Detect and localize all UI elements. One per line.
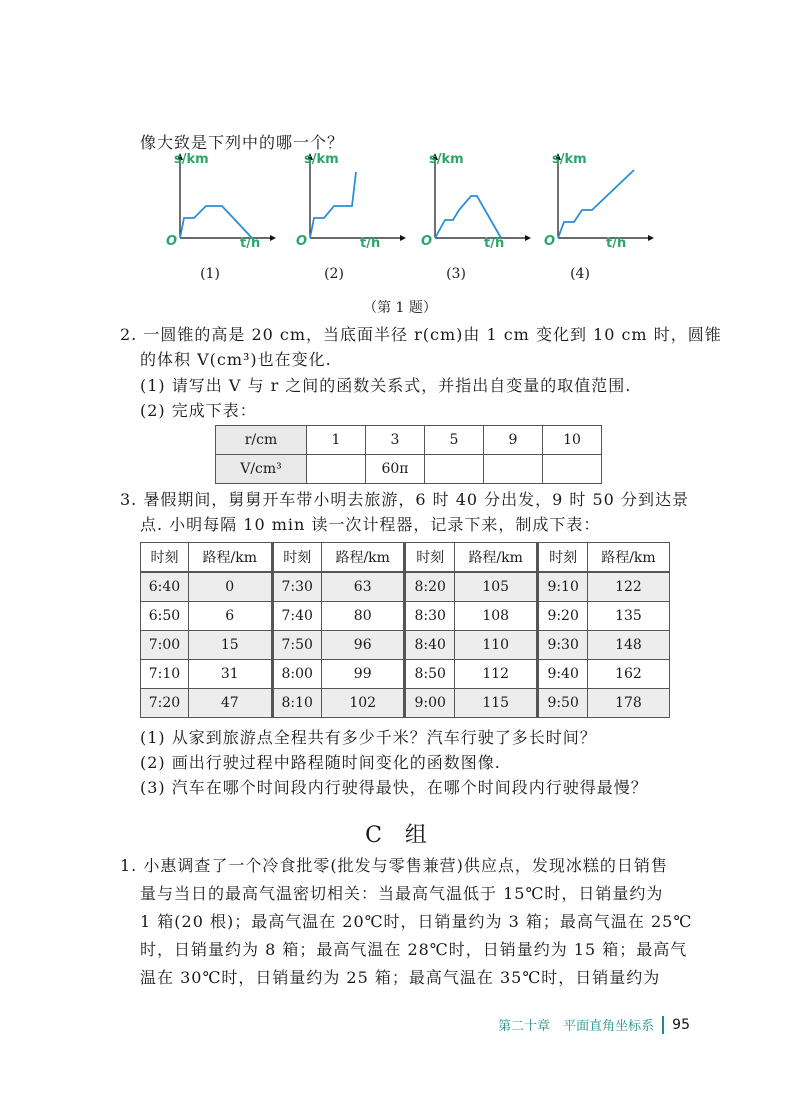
q3-table-cell: 7:10 — [141, 660, 189, 689]
q3-table-cell: 0 — [188, 572, 272, 602]
q3-table-cell: 148 — [587, 631, 669, 660]
graph-2-x-label: t/h — [360, 236, 381, 251]
q3-table-cell: 9:30 — [538, 631, 587, 660]
q3-header-cell: 路程/km — [321, 543, 405, 573]
c1-line-1: 1. 小惠调查了一个冷食批零(批发与零售兼营)供应点，发现冰糕的日销售 — [120, 856, 668, 875]
chapter-title: 第二十章 平面直角坐标系 — [498, 1019, 655, 1034]
q2-table-cell: 60π — [366, 455, 425, 484]
q3-table-header-row — [141, 543, 670, 573]
q3-table-cell: 115 — [454, 689, 538, 718]
graph-1-origin: O — [166, 234, 178, 249]
q3-table-row — [141, 572, 670, 602]
q3-table-cell: 6:50 — [141, 602, 189, 631]
q3-table-cell: 8:10 — [272, 689, 321, 718]
q3-table-cell: 7:20 — [141, 689, 189, 718]
c1-line-4: 时，日销量约为 8 箱；最高气温在 28℃时，日销量约为 15 箱；最高气 — [140, 940, 688, 959]
q3-header-cell: 路程/km — [587, 543, 669, 573]
q3-table-cell: 7:30 — [272, 572, 321, 602]
q2-line-2: 的体积 V(cm³)也在变化. — [140, 350, 332, 369]
graph-4-label: (4) — [570, 266, 590, 282]
q2-sub-1: (1) 请写出 V 与 r 之间的函数关系式，并指出自变量的取值范围. — [140, 376, 632, 395]
intro-line: 像大致是下列中的哪一个？ — [140, 133, 345, 152]
q2-table-cell: 3 — [366, 426, 425, 455]
q3-table-cell: 178 — [587, 689, 669, 718]
q3-header-cell: 路程/km — [188, 543, 272, 573]
graph-options — [140, 150, 660, 270]
graph-1-x-label: t/h — [240, 236, 261, 251]
graph-2-y-label: s/km — [304, 152, 339, 167]
graph-4-origin: O — [544, 234, 556, 249]
q3-table-cell: 112 — [454, 660, 538, 689]
page-number: 95 — [672, 1016, 690, 1033]
graph-3-y-label: s/km — [429, 152, 464, 167]
q3-table-cell: 122 — [587, 572, 669, 602]
q3-table-cell: 80 — [321, 602, 405, 631]
graph-1-label: (1) — [200, 266, 220, 282]
graph-2-label: (2) — [324, 266, 344, 282]
q2-table-cell — [307, 455, 366, 484]
q2-table-row-v — [216, 455, 602, 484]
q3-table-cell: 8:30 — [405, 602, 454, 631]
q3-table-cell: 15 — [188, 631, 272, 660]
q3-table-row — [141, 602, 670, 631]
q3-line-2: 点. 小明每隔 10 min 读一次计程器，记录下来，制成下表： — [140, 515, 601, 534]
q2-table-row-r — [216, 426, 602, 455]
q3-table-cell: 96 — [321, 631, 405, 660]
graph-3-label: (3) — [446, 266, 466, 282]
footer-divider — [662, 1016, 664, 1034]
graph-3-x-label: t/h — [484, 236, 505, 251]
q3-sub-3: (3) 汽车在哪个时间段内行驶得最快，在哪个时间段内行驶得最慢？ — [140, 778, 648, 797]
graph-4 — [538, 150, 658, 270]
c1-line-5: 温在 30℃时，日销量约为 25 箱；最高气温在 35℃时，日销量约为 — [140, 968, 661, 987]
q2-table-cell: 5 — [425, 426, 484, 455]
c1-line-2: 量与当日的最高气温密切相关：当最高气温低于 15℃时，日销量约为 — [140, 884, 664, 903]
graph-2 — [290, 150, 410, 270]
q2-sub-2: (2) 完成下表： — [140, 401, 257, 420]
q2-table-head-v: V/cm³ — [216, 455, 307, 484]
q3-table-cell: 8:50 — [405, 660, 454, 689]
q2-table-cell — [543, 455, 602, 484]
q3-table-cell: 105 — [454, 572, 538, 602]
q3-table-cell: 7:00 — [141, 631, 189, 660]
q3-table-row — [141, 631, 670, 660]
q3-table-cell: 110 — [454, 631, 538, 660]
q3-table-row — [141, 660, 670, 689]
q3-table-cell: 31 — [188, 660, 272, 689]
graph-2-origin: O — [296, 234, 308, 249]
q3-table-cell: 99 — [321, 660, 405, 689]
q3-table-cell: 6:40 — [141, 572, 189, 602]
section-title: C 组 — [365, 823, 435, 848]
q3-header-cell: 时刻 — [272, 543, 321, 573]
q3-table-cell: 162 — [587, 660, 669, 689]
q3-sub-1: (1) 从家到旅游点全程共有多少千米？汽车行驶了多长时间？ — [140, 728, 597, 747]
q2-table-cell: 1 — [307, 426, 366, 455]
q2-table-head-r: r/cm — [216, 426, 307, 455]
q3-table-cell: 7:50 — [272, 631, 321, 660]
q3-table-cell: 6 — [188, 602, 272, 631]
q3-table-cell: 8:40 — [405, 631, 454, 660]
q3-table-cell: 9:20 — [538, 602, 587, 631]
q3-header-cell: 时刻 — [405, 543, 454, 573]
graph-3-origin: O — [421, 234, 433, 249]
q3-table-cell: 8:20 — [405, 572, 454, 602]
q3-header-cell: 路程/km — [454, 543, 538, 573]
q2-table — [215, 425, 602, 484]
q3-table-cell: 9:40 — [538, 660, 587, 689]
q3-table-cell: 9:10 — [538, 572, 587, 602]
q3-table-cell: 9:50 — [538, 689, 587, 718]
q2-table-cell — [484, 455, 543, 484]
graph-3 — [415, 150, 535, 270]
page-footer — [498, 1015, 690, 1034]
q3-header-cell: 时刻 — [141, 543, 189, 573]
graph-1 — [160, 150, 280, 270]
graph-4-y-label: s/km — [552, 152, 587, 167]
q3-table-cell: 135 — [587, 602, 669, 631]
q2-line-1: 2. 一圆锥的高是 20 cm，当底面半径 r(cm)由 1 cm 变化到 10 cm 时，圆锥 — [120, 325, 722, 344]
graph-1-y-label: s/km — [174, 152, 209, 167]
q3-table-cell: 9:00 — [405, 689, 454, 718]
c1-line-3: 1 箱(20 根)；最高气温在 20℃时，日销量约为 3 箱；最高气温在 25℃ — [140, 912, 693, 931]
q3-table-cell: 8:00 — [272, 660, 321, 689]
q2-table-cell: 9 — [484, 426, 543, 455]
q3-header-cell: 时刻 — [538, 543, 587, 573]
figure-caption: （第 1 题） — [363, 300, 437, 316]
q3-table-cell: 7:40 — [272, 602, 321, 631]
q3-table-cell: 108 — [454, 602, 538, 631]
q2-table-cell — [425, 455, 484, 484]
q3-table-row — [141, 689, 670, 718]
q3-table-cell: 63 — [321, 572, 405, 602]
q3-line-1: 3. 暑假期间，舅舅开车带小明去旅游，6 时 40 分出发，9 时 50 分到达景 — [120, 490, 689, 509]
q2-table-cell: 10 — [543, 426, 602, 455]
graph-4-x-label: t/h — [606, 236, 627, 251]
q3-table-cell: 47 — [188, 689, 272, 718]
q3-table — [140, 542, 670, 718]
q3-sub-2: (2) 画出行驶过程中路程随时间变化的函数图像. — [140, 753, 501, 772]
q3-table-cell: 102 — [321, 689, 405, 718]
